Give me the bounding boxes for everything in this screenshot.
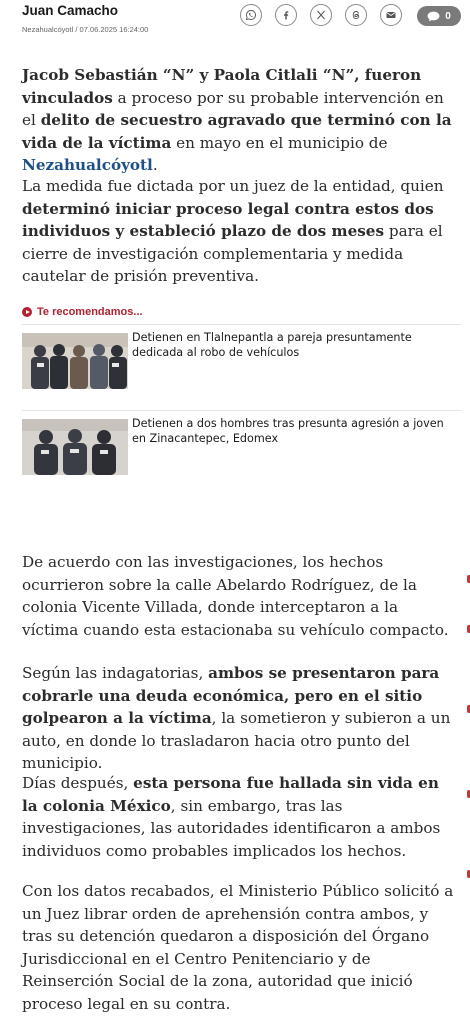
p2-text-2: para el cierre de investigación complementaria y medida cautelar de prisión preventiva.: [22, 222, 443, 285]
p2-bold: determinó iniciar proceso legal contra estos dos individuos y estableció plazo de dos meses: [22, 199, 434, 240]
comments-button[interactable]: [417, 6, 461, 26]
share-facebook-button[interactable]: [275, 4, 297, 26]
recommendation-thumbnail-2[interactable]: [22, 419, 128, 475]
recommendation-thumbnail-1[interactable]: [22, 333, 128, 389]
article-paragraph-6: Con los datos recabados, el Ministerio Público solicitó a un Juez librar orden de aprehensión contra ambos, y tras su detención quedaron a disposición del Órgano Jurisdiccional en el Centro Penitenciario y de Reinserción Social de la zona, autoridad que inició proceso legal en su contra.: [22, 882, 454, 1013]
p1-bold-names: Jacob Sebastián “N” y Paola Citlali “N”, fueron vinculados: [22, 66, 422, 107]
p5-bold: esta persona fue hallada sin vida en la colonia México: [22, 774, 439, 815]
p1-text-2: en mayo en el municipio de: [171, 133, 388, 152]
article-paragraph-3: De acuerdo con las investigaciones, los hechos ocurrieron sobre la calle Abelardo Rodríguez, de la colonia Vicente Villada, donde interceptaron a la víctima cuando esta estacionaba su vehículo compacto.: [22, 553, 449, 639]
article-paragraph-4: [22, 662, 456, 775]
recommendation-item-2[interactable]: [22, 410, 461, 481]
whatsapp-icon: [245, 9, 257, 21]
threads-icon: [350, 9, 362, 21]
p4-text: Según las indagatorias,: [22, 664, 209, 682]
author-name[interactable]: Juan Camacho: [22, 3, 119, 18]
x-icon: [315, 9, 327, 21]
p1-end: .: [152, 156, 158, 174]
email-icon: [385, 9, 397, 21]
p1-bold-crime: delito de secuestro agravado que terminó con la vida de la víctima: [22, 111, 452, 152]
share-whatsapp-button[interactable]: [240, 4, 262, 26]
recommendation-title-2[interactable]: Detienen a dos hombres tras presunta agresión a joven en Zinacantepec, Edomex: [132, 417, 444, 445]
p4-text-2: , la sometieron y subieron a un auto, en donde lo trasladaron hacia otro punto del municipio.: [22, 709, 451, 772]
facebook-icon: [280, 9, 292, 21]
share-x-button[interactable]: [310, 4, 332, 26]
play-circle-icon: [22, 307, 32, 317]
p2-text: La medida fue dictada por un juez de la entidad, quien: [22, 177, 444, 195]
share-email-button[interactable]: [380, 4, 402, 26]
recommendation-title-1[interactable]: Detienen en Tlalnepantla a pareja presuntamente dedicada al robo de vehículos: [132, 331, 412, 359]
p5-text-2: , sin embargo, tras las investigaciones, las autoridades identificaron a ambos individuos como probables implicados los hechos.: [22, 796, 441, 860]
article-paragraph-2: [22, 175, 456, 288]
recommendations-heading: [22, 306, 143, 318]
p5-text: Días después,: [22, 774, 134, 792]
article-paragraph-1: [22, 64, 456, 177]
article-header: [0, 0, 470, 44]
article-meta: Nezahualcóyotl / 07.06.2025 16:24:00: [22, 25, 149, 34]
p4-bold: ambos se presentaron para cobrarle una deuda económica, pero en el sitio golpearon a la víctima: [22, 664, 440, 727]
p1-text: a proceso por su probable intervención en el: [22, 88, 444, 129]
comment-icon: [427, 11, 440, 22]
article-paragraph-5: [22, 772, 456, 862]
comment-count: 0: [445, 10, 451, 22]
recommendation-item-1[interactable]: [22, 324, 461, 395]
recommendations-heading-text: Te recomendamos...: [37, 306, 143, 318]
share-threads-button[interactable]: [345, 4, 367, 26]
nezahualcoyotl-link[interactable]: Nezahualcóyotl: [22, 156, 153, 174]
